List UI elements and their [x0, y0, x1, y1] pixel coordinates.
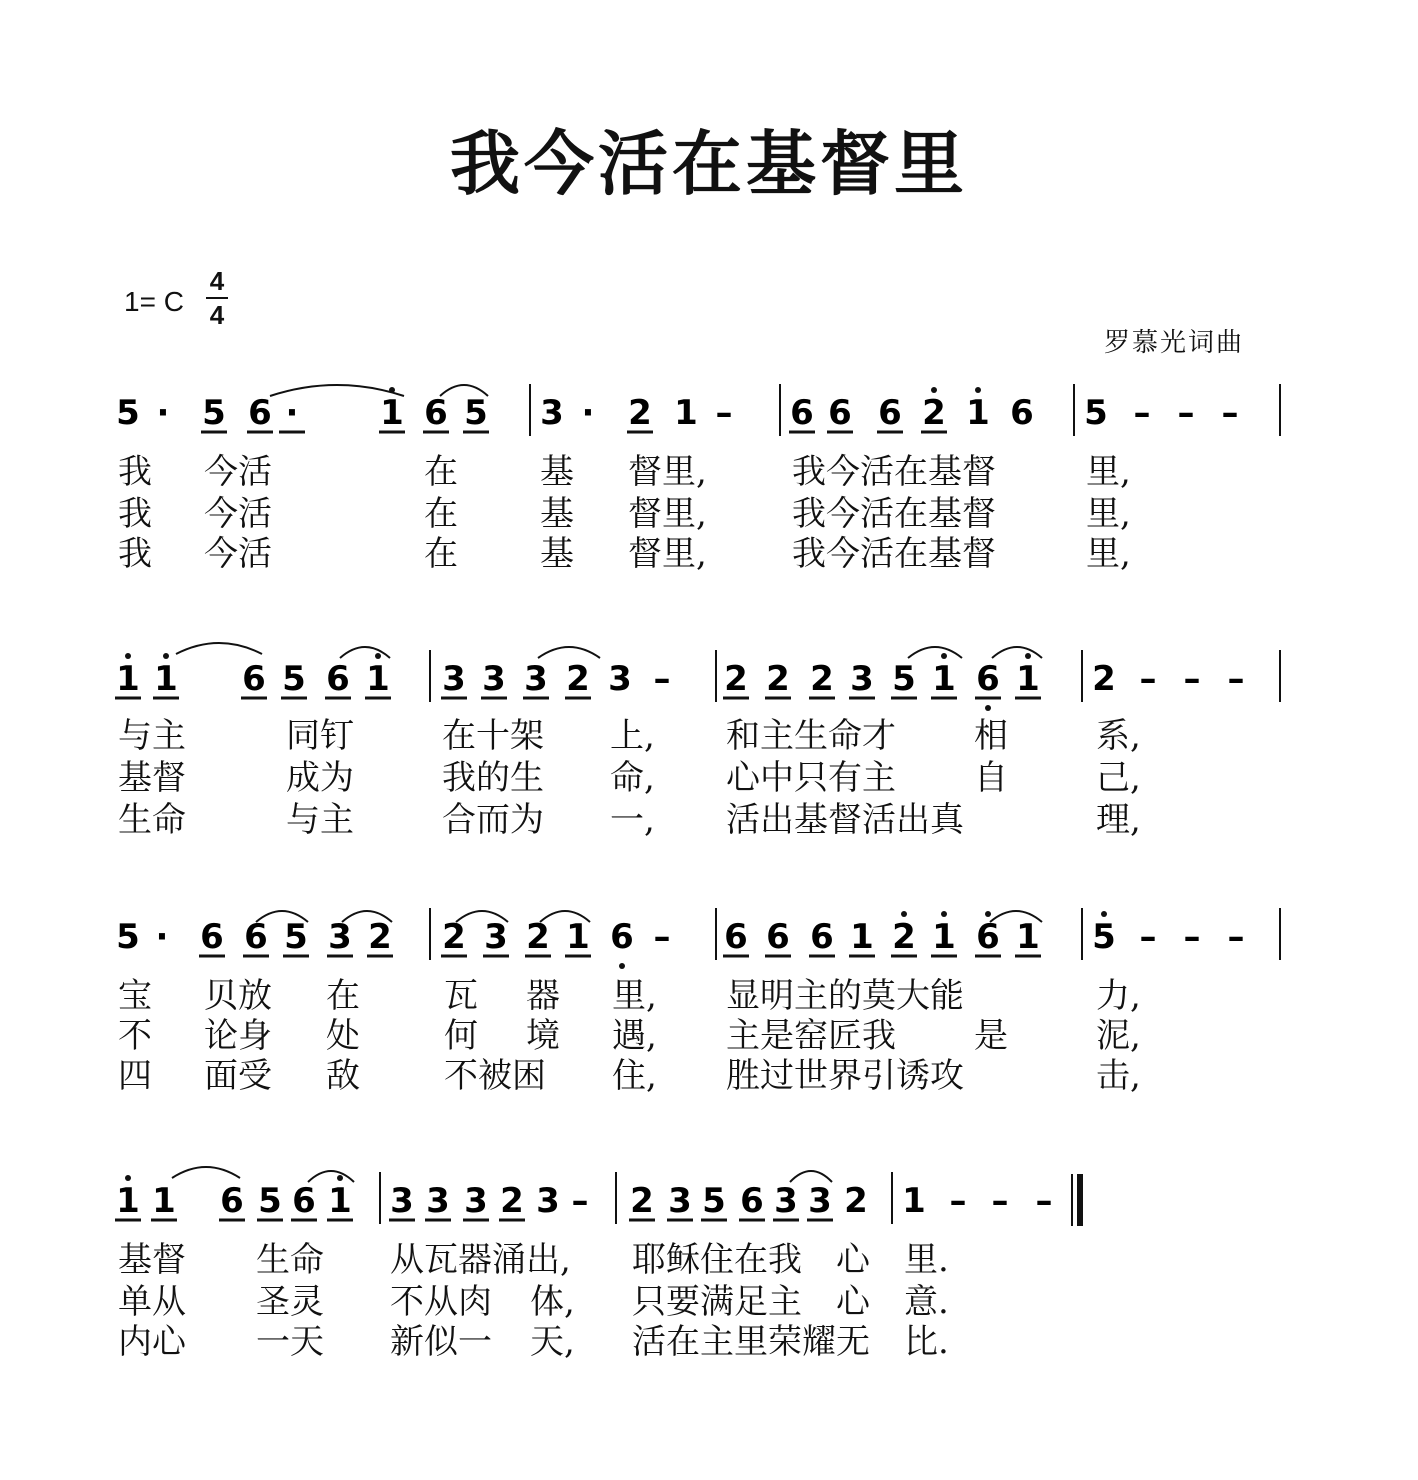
note: 6 — [244, 917, 268, 957]
note: 2 — [810, 659, 834, 699]
lyric-row: 今活 — [204, 534, 272, 574]
note: 5 — [116, 917, 140, 957]
lyric-row: 论身 — [204, 1016, 272, 1056]
lyric-row: 督里, — [628, 452, 707, 492]
lyric-row: 生命 — [118, 800, 186, 840]
note: 6 — [724, 917, 748, 957]
lyric-row: 单从 — [118, 1282, 186, 1322]
key-signature: 1= C — [124, 286, 184, 317]
tie-slur — [908, 647, 962, 658]
lyric-row: 四 — [118, 1056, 152, 1096]
note: 5 — [892, 659, 916, 699]
note: 3 — [608, 659, 632, 699]
octave-dot-high — [941, 911, 947, 917]
note: 6 — [740, 1181, 764, 1221]
lyric-row: 显明主的莫大能 — [726, 976, 964, 1016]
octave-dot-high — [941, 653, 947, 659]
note: 6 — [242, 659, 266, 699]
lyric-row: 在 — [424, 494, 458, 534]
note: 2 — [628, 393, 652, 433]
lyric-row: 系, — [1096, 716, 1141, 756]
octave-dot-high — [931, 387, 937, 393]
lyric-row: 里, — [612, 976, 657, 1016]
note: 5 — [282, 659, 306, 699]
rest-dash: – — [571, 1181, 589, 1221]
lyric-row: 与主 — [118, 716, 186, 756]
tie-slur — [538, 647, 600, 658]
note: 5 — [116, 393, 140, 433]
lyric-row: 我 — [118, 452, 152, 492]
note: 6 — [810, 917, 834, 957]
time-signature-bottom: 4 — [209, 300, 225, 330]
rest-dash: – — [1227, 659, 1245, 699]
note: 3 — [464, 1181, 488, 1221]
note: 2 — [766, 659, 790, 699]
lyric-row: 我的生 — [442, 758, 544, 798]
lyric-row: 我今活在基督 — [792, 452, 996, 492]
lyric-row: 我今活在基督 — [792, 494, 996, 534]
rest-dash: – — [1183, 659, 1201, 699]
note: 3 — [482, 659, 506, 699]
lyric-row: 新似一 — [390, 1322, 492, 1362]
lyric-row: 不从肉 — [390, 1282, 492, 1322]
note: 6 — [424, 393, 448, 433]
note: 1 — [932, 659, 956, 699]
lyric-row: 从瓦器涌出, — [390, 1240, 571, 1280]
lyric-row: 督里, — [628, 494, 707, 534]
rest-dash: – — [715, 393, 733, 433]
lyric-row: 住, — [612, 1056, 657, 1096]
note: 6 — [326, 659, 350, 699]
lyric-row: 里, — [1086, 452, 1131, 492]
tie-slur — [176, 643, 262, 654]
rest-dash: – — [653, 917, 671, 957]
lyric-row: 上, — [610, 716, 655, 756]
note: 2 — [724, 659, 748, 699]
rest-dash: – — [653, 659, 671, 699]
note: 6 — [976, 917, 1000, 957]
lyric-row: 内心 — [118, 1322, 186, 1362]
lyric-row: 同钉 — [286, 716, 354, 756]
rest-dash: – — [1227, 917, 1245, 957]
octave-dot-high — [1101, 911, 1107, 917]
rest-dash: – — [1035, 1181, 1053, 1221]
lyric-row: 理, — [1096, 800, 1141, 840]
lyric-row: 成为 — [286, 758, 354, 798]
note: 3 — [390, 1181, 414, 1221]
lyric-row: 基督 — [118, 1240, 186, 1280]
lyric-row: 力, — [1096, 976, 1141, 1016]
lyric-row: 活出基督活出真 — [726, 800, 964, 840]
lyric-row: 里, — [1086, 494, 1131, 534]
lyric-row: 我 — [118, 534, 152, 574]
lyric-row: 心 — [836, 1240, 870, 1280]
lyric-row: 圣灵 — [256, 1282, 324, 1322]
note: 6 — [292, 1181, 316, 1221]
note: 2 — [1092, 659, 1116, 699]
lyric-row: 今活 — [204, 452, 272, 492]
lyric-row: 基督 — [118, 758, 186, 798]
note: 6 — [248, 393, 272, 433]
note: 3 — [808, 1181, 832, 1221]
lyric-row: 我 — [118, 494, 152, 534]
octave-dot-low — [619, 963, 625, 969]
lyric-row: 在十架 — [442, 716, 544, 756]
lyric-row: 耶稣住在我 — [632, 1240, 802, 1280]
note: 2 — [442, 917, 466, 957]
rest-dash: – — [1177, 393, 1195, 433]
tie-slur — [992, 647, 1042, 658]
rest-dash: – — [1183, 917, 1201, 957]
lyric-row: 心 — [836, 1282, 870, 1322]
lyric-row: 督里, — [628, 534, 707, 574]
note: 1 — [380, 393, 404, 433]
note: 6 — [220, 1181, 244, 1221]
note: 2 — [368, 917, 392, 957]
tie-slur — [340, 647, 390, 658]
rest-dash: – — [1139, 659, 1157, 699]
lyric-row: 器 — [526, 976, 560, 1016]
lyric-row: 基 — [540, 534, 574, 574]
lyric-row: 处 — [326, 1016, 360, 1056]
rest-dash: – — [949, 1181, 967, 1221]
octave-dot-high — [125, 653, 131, 659]
lyric-row: 基 — [540, 452, 574, 492]
note: 3 — [426, 1181, 450, 1221]
lyric-row: 里, — [1086, 534, 1131, 574]
dot-extension: · — [156, 393, 170, 433]
note: 1 — [674, 393, 698, 433]
note: 2 — [844, 1181, 868, 1221]
note: 6 — [878, 393, 902, 433]
note: 1 — [566, 917, 590, 957]
lyric-row: 合而为 — [442, 800, 544, 840]
lyric-row: 在 — [326, 976, 360, 1016]
note: 5 — [1092, 917, 1116, 957]
note: 5 — [258, 1181, 282, 1221]
lyric-row: 天, — [530, 1322, 575, 1362]
note: 2 — [526, 917, 550, 957]
note: 3 — [524, 659, 548, 699]
note: 1 — [366, 659, 390, 699]
note: 6 — [976, 659, 1000, 699]
rest-dash: – — [1133, 393, 1151, 433]
note: 3 — [484, 917, 508, 957]
note: 1 — [328, 1181, 352, 1221]
note: 3 — [850, 659, 874, 699]
lyric-row: 是 — [974, 1016, 1008, 1056]
note: 1 — [902, 1181, 926, 1221]
note: 2 — [892, 917, 916, 957]
note: 1 — [154, 659, 178, 699]
octave-dot-low — [985, 705, 991, 711]
note: 3 — [442, 659, 466, 699]
octave-dot-high — [901, 911, 907, 917]
note: 1 — [116, 659, 140, 699]
lyric-row: 贝放 — [204, 976, 272, 1016]
lyric-row: 基 — [540, 494, 574, 534]
lyric-row: 一, — [610, 800, 655, 840]
lyric-row: 泥, — [1096, 1016, 1141, 1056]
lyric-row: 己, — [1096, 758, 1141, 798]
note: 2 — [630, 1181, 654, 1221]
lyric-row: 宝 — [118, 976, 152, 1016]
lyric-row: 敌 — [326, 1056, 360, 1096]
octave-dot-high — [985, 911, 991, 917]
note: 3 — [774, 1181, 798, 1221]
lyric-row: 在 — [424, 452, 458, 492]
lyric-row: 相 — [974, 716, 1008, 756]
note: 5 — [284, 917, 308, 957]
dot-extension: · — [581, 393, 595, 433]
lyric-row: 今活 — [204, 494, 272, 534]
lyric-row: 击, — [1096, 1056, 1141, 1096]
octave-dot-high — [975, 387, 981, 393]
lyric-row: 在 — [424, 534, 458, 574]
lyric-row: 和主生命才 — [726, 716, 896, 756]
note: 5 — [464, 393, 488, 433]
lyric-row: 我今活在基督 — [792, 534, 996, 574]
note: 1 — [932, 917, 956, 957]
song-title: 我今活在基督里 — [450, 122, 968, 205]
note: 1 — [116, 1181, 140, 1221]
lyric-row: 生命 — [256, 1240, 324, 1280]
octave-dot-high — [163, 653, 169, 659]
octave-dot-high — [1025, 653, 1031, 659]
note: 2 — [566, 659, 590, 699]
dot-extension: · — [155, 917, 169, 957]
note: 5 — [702, 1181, 726, 1221]
lyric-row: 比. — [904, 1322, 949, 1362]
note: 2 — [500, 1181, 524, 1221]
note: 5 — [1084, 393, 1108, 433]
lyric-row: 心中只有主 — [726, 758, 896, 798]
lyric-row: 境 — [526, 1016, 560, 1056]
composer-credit: 罗慕光词曲 — [1103, 328, 1244, 358]
note: 6 — [1010, 393, 1034, 433]
note: 6 — [790, 393, 814, 433]
note: 1 — [850, 917, 874, 957]
lyric-row: 与主 — [286, 800, 354, 840]
note: 3 — [668, 1181, 692, 1221]
lyric-row: 只要满足主 — [632, 1282, 802, 1322]
lyric-row: 主是窑匠我 — [726, 1016, 896, 1056]
note: 1 — [966, 393, 990, 433]
lyric-row: 何 — [444, 1016, 478, 1056]
note: 6 — [200, 917, 224, 957]
rest-dash: – — [1139, 917, 1157, 957]
lyric-row: 胜过世界引诱攻 — [726, 1056, 964, 1096]
note: 2 — [922, 393, 946, 433]
rest-dash: – — [1221, 393, 1239, 433]
lyric-row: 面受 — [204, 1056, 272, 1096]
lyric-row: 一天 — [256, 1322, 324, 1362]
lyric-row: 遇, — [612, 1016, 657, 1056]
lyric-row: 自 — [974, 758, 1008, 798]
time-signature-top: 4 — [209, 266, 225, 296]
note: 1 — [152, 1181, 176, 1221]
lyric-row: 意. — [904, 1282, 949, 1322]
note: 6 — [610, 917, 634, 957]
dot-extension: · — [285, 393, 299, 433]
note: 3 — [540, 393, 564, 433]
note: 6 — [766, 917, 790, 957]
lyric-row: 不被困 — [444, 1056, 546, 1096]
note: 1 — [1016, 917, 1040, 957]
note: 1 — [1016, 659, 1040, 699]
note: 6 — [828, 393, 852, 433]
note: 3 — [536, 1181, 560, 1221]
octave-dot-high — [337, 1175, 343, 1181]
lyric-row: 体, — [530, 1282, 575, 1322]
note: 5 — [202, 393, 226, 433]
lyric-row: 命, — [610, 758, 655, 798]
lyric-row: 瓦 — [444, 976, 478, 1016]
lyric-row: 不 — [118, 1016, 152, 1056]
note: 3 — [328, 917, 352, 957]
lyric-row: 活在主里荣耀无 — [632, 1322, 870, 1362]
octave-dot-high — [125, 1175, 131, 1181]
octave-dot-high — [375, 653, 381, 659]
rest-dash: – — [991, 1181, 1009, 1221]
lyric-row: 里. — [904, 1240, 949, 1280]
tie-slur — [172, 1167, 240, 1178]
